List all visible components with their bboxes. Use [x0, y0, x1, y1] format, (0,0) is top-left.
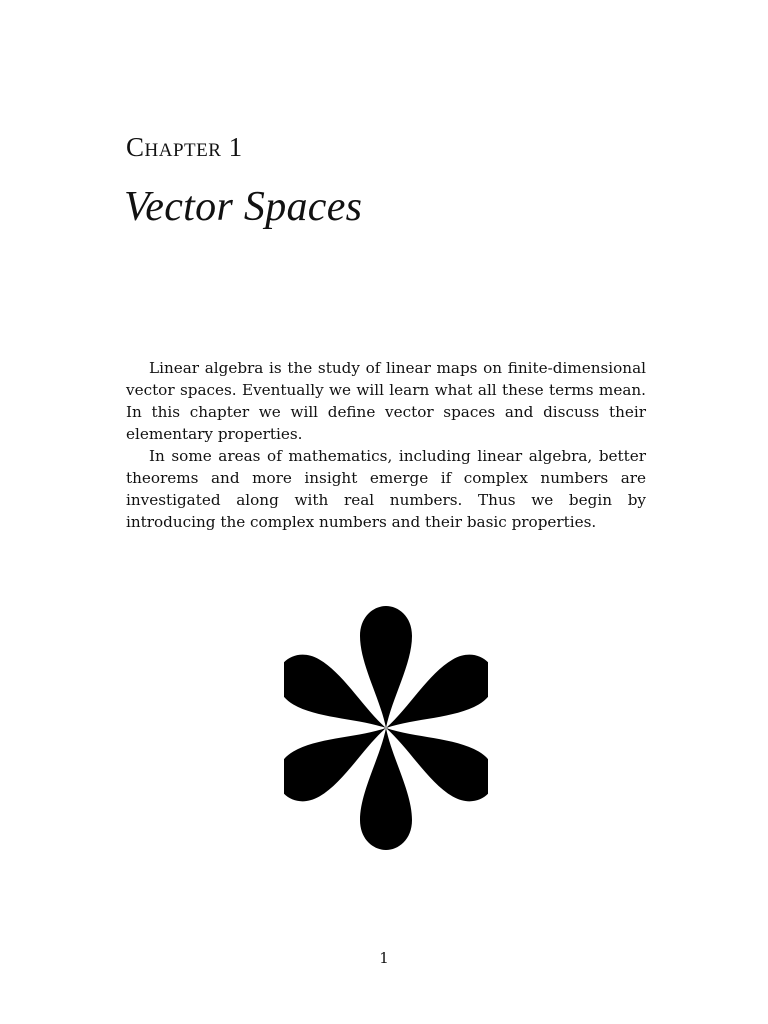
chapter-intro: [126, 357, 646, 533]
intro-paragraph: In some areas of mathematics, including linear algebra, better theorems and more insight emerge if complex numbers are investigated along with real numbers. Thus we begin by introducing the complex numbers and their basic properties.: [126, 447, 646, 531]
page-number: 1: [379, 949, 389, 967]
chapter-title: Vector Spaces: [124, 184, 363, 230]
six-petal-asterisk-icon: [284, 606, 488, 850]
intro-paragraph: Linear algebra is the study of linear maps on finite-dimensional vector spaces. Eventually we will learn what all these terms mean. In this chapter we will define vector spaces and discuss their elementary properties.: [126, 359, 646, 443]
chapter-label: Chapter 1: [126, 132, 243, 162]
